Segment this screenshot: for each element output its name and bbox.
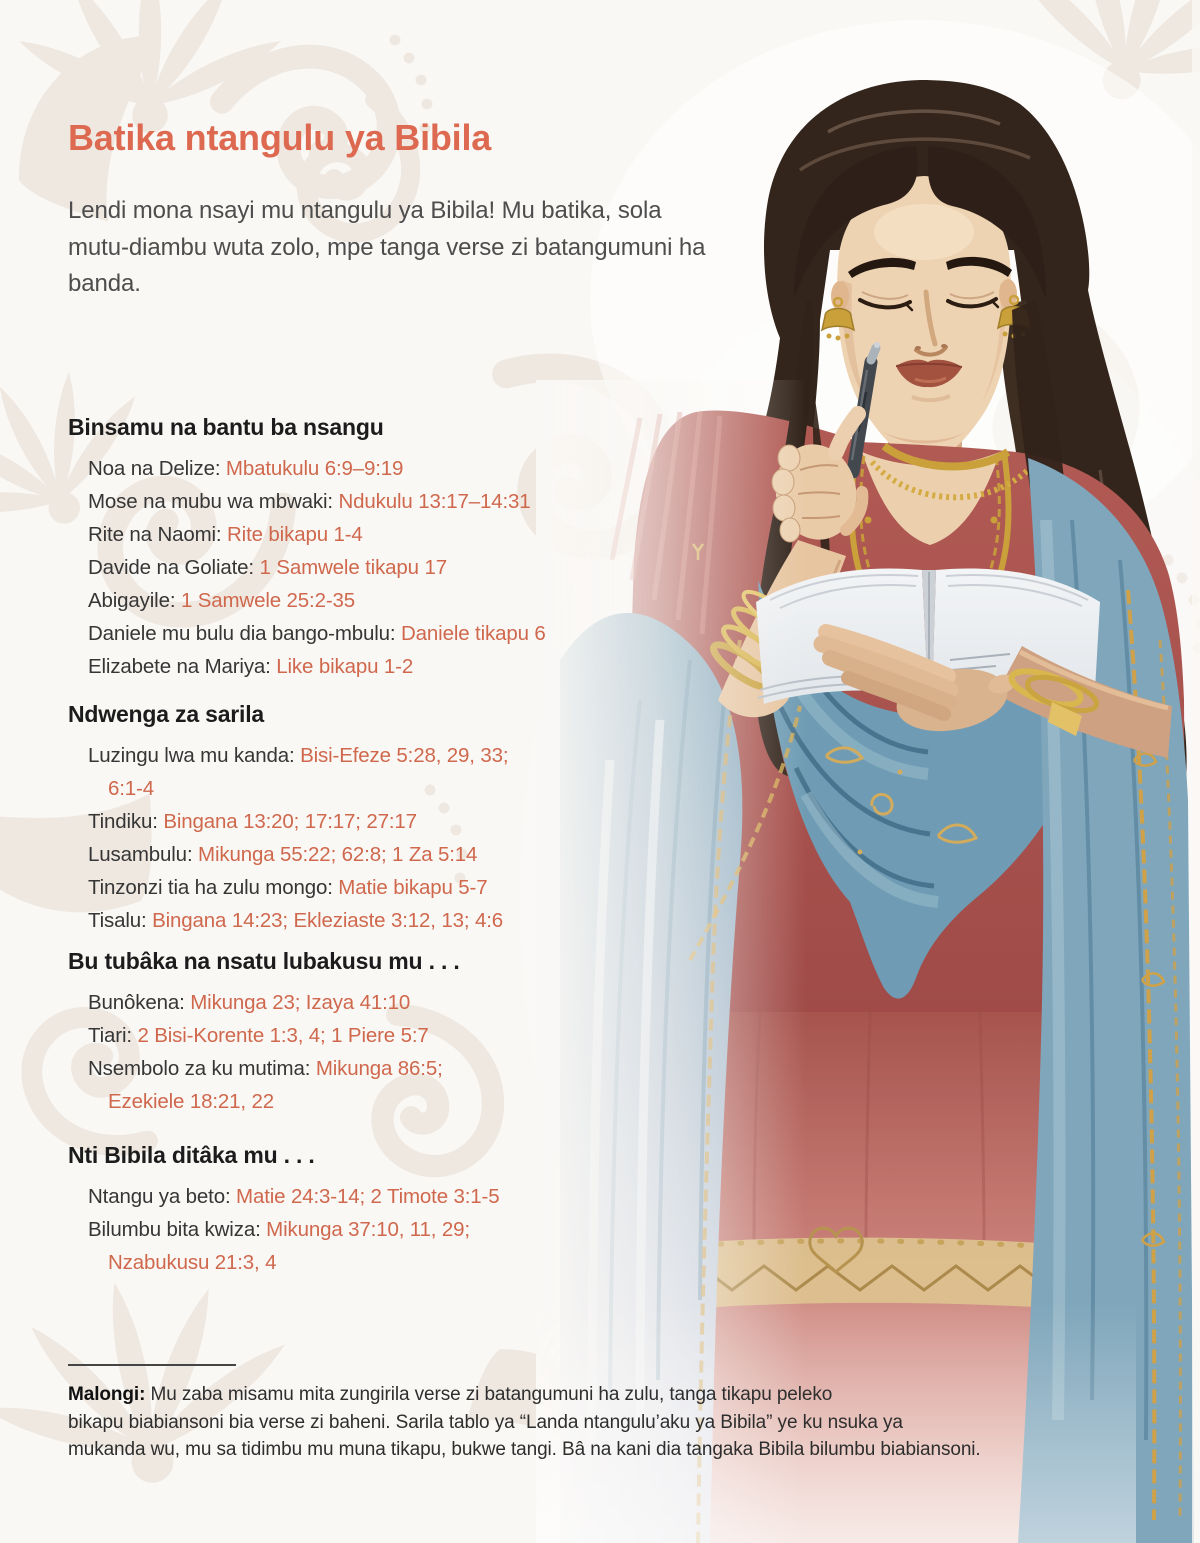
section-wise-advice [68, 701, 588, 937]
scripture-reference: Mikunga 55:22; 62:8; 1 Za 5:14 [198, 843, 478, 866]
scripture-reference: Daniele tikapu 6 [401, 622, 546, 645]
scripture-reference: Matie bikapu 5-7 [338, 876, 488, 899]
section-bible-accounts [68, 414, 588, 683]
section-comfort [68, 948, 588, 1118]
section-what-bible-says [68, 1142, 588, 1279]
list-item [68, 1052, 588, 1118]
list-item [68, 739, 588, 805]
page-title: Batika ntangulu ya Bibila [68, 117, 492, 158]
intro-paragraph: Lendi mona nsayi mu ntangulu ya Bibila! Mu batika, sola mutu-diambu wuta zolo, mpe tanga verse zi batangumuni ha banda. [68, 197, 706, 297]
item-label: Elizabete na Mariya: [88, 655, 277, 678]
list-item [68, 986, 588, 1019]
list-item [68, 650, 588, 683]
item-label: Tisalu: [88, 909, 153, 932]
footnote-line: mukanda wu, mu sa tidimbu mu muna tikapu, bukwe tangi. Bâ na kani dia tangaka Bibila bilumbu biabiansoni. [68, 1439, 981, 1460]
item-label: Abigayile: [88, 589, 181, 612]
item-label: Lusambulu: [88, 843, 199, 866]
item-label: Tiari: [88, 1024, 138, 1047]
footnote-line: bikapu biabiansoni bia verse zi baheni. Sarila tablo ya “Landa ntangulu’aku ya Bibila” ye ku nsuka ya [68, 1411, 903, 1433]
reference-list [68, 739, 588, 937]
item-label: Rite na Naomi: [88, 523, 228, 546]
scripture-reference-continued: Ezekiele 18:21, 22 [108, 1090, 274, 1113]
scripture-reference-continued: Nzabukusu 21:3, 4 [108, 1251, 277, 1274]
list-item [68, 551, 588, 584]
scripture-reference: Mikunga 23; Izaya 41:10 [190, 991, 411, 1014]
scripture-reference: Mbatukulu 6:9–9:19 [225, 457, 404, 480]
scripture-reference: Bingana 14:23; Ekleziaste 3:12, 13; 4:6 [152, 909, 504, 932]
list-item [68, 805, 588, 838]
footnote-divider [68, 1364, 236, 1366]
list-item [68, 485, 588, 518]
item-label: Noa na Delize: [88, 457, 226, 480]
list-item [68, 518, 588, 551]
scripture-reference: Bingana 13:20; 17:17; 27:17 [163, 810, 417, 833]
section-heading: Ndwenga za sarila [68, 701, 265, 727]
item-label: Daniele mu bulu dia bango-mbulu: [88, 622, 402, 645]
list-item [68, 584, 588, 617]
item-label: Bilumbu bita kwiza: [88, 1218, 267, 1241]
scripture-reference: Matie 24:3-14; 2 Timote 3:1-5 [236, 1185, 500, 1208]
item-label: Nsembolo za ku mutima: [88, 1057, 316, 1080]
footnote-line [68, 1381, 1148, 1409]
scripture-reference: 2 Bisi-Korente 1:3, 4; 1 Piere 5:7 [137, 1024, 429, 1047]
footnote [68, 1364, 1148, 1464]
item-label: Ntangu ya beto: [88, 1185, 237, 1208]
scripture-reference: Like bikapu 1-2 [276, 655, 414, 678]
scripture-reference: Mikunga 37:10, 11, 29; [266, 1218, 470, 1241]
scripture-reference: 1 Samwele 25:2-35 [180, 589, 356, 612]
reference-list [68, 1180, 588, 1279]
scripture-reference: Mikunga 86:5; [315, 1057, 443, 1080]
section-heading: Bu tubâka na nsatu lubakusu mu . . . [68, 948, 460, 974]
scripture-reference: 1 Samwele tikapu 17 [259, 556, 447, 579]
list-item [68, 1019, 588, 1052]
section-heading: Nti Bibila ditâka mu . . . [68, 1142, 315, 1168]
section-heading: Binsamu na bantu ba nsangu [68, 414, 384, 440]
item-label: Bunôkena: [88, 991, 191, 1014]
reference-list [68, 986, 588, 1118]
item-label: Tinzonzi tia ha zulu mongo: [88, 876, 339, 899]
item-label: Tindiku: [88, 810, 164, 833]
item-label: Luzingu lwa mu kanda: [88, 744, 301, 767]
scripture-reference: Bisi-Efeze 5:28, 29, 33; [300, 744, 509, 767]
list-item [68, 617, 588, 650]
list-item [68, 871, 588, 904]
footnote-label: Malongi: [68, 1384, 146, 1405]
item-label: Davide na Goliate: [88, 556, 260, 579]
reference-list [68, 452, 588, 683]
list-item [68, 904, 588, 937]
list-item [68, 452, 588, 485]
footnote-text: Mu zaba misamu mita zungirila verse zi batangumuni ha zulu, tanga tikapu peleko [145, 1384, 833, 1405]
scripture-reference-continued: 6:1-4 [108, 777, 154, 800]
list-item [68, 1213, 588, 1279]
list-item [68, 838, 588, 871]
list-item [68, 1180, 588, 1213]
scripture-reference: Rite bikapu 1-4 [227, 523, 363, 546]
item-label: Mose na mubu wa mbwaki: [88, 490, 339, 513]
scripture-reference: Ndukulu 13:17–14:31 [338, 490, 531, 513]
